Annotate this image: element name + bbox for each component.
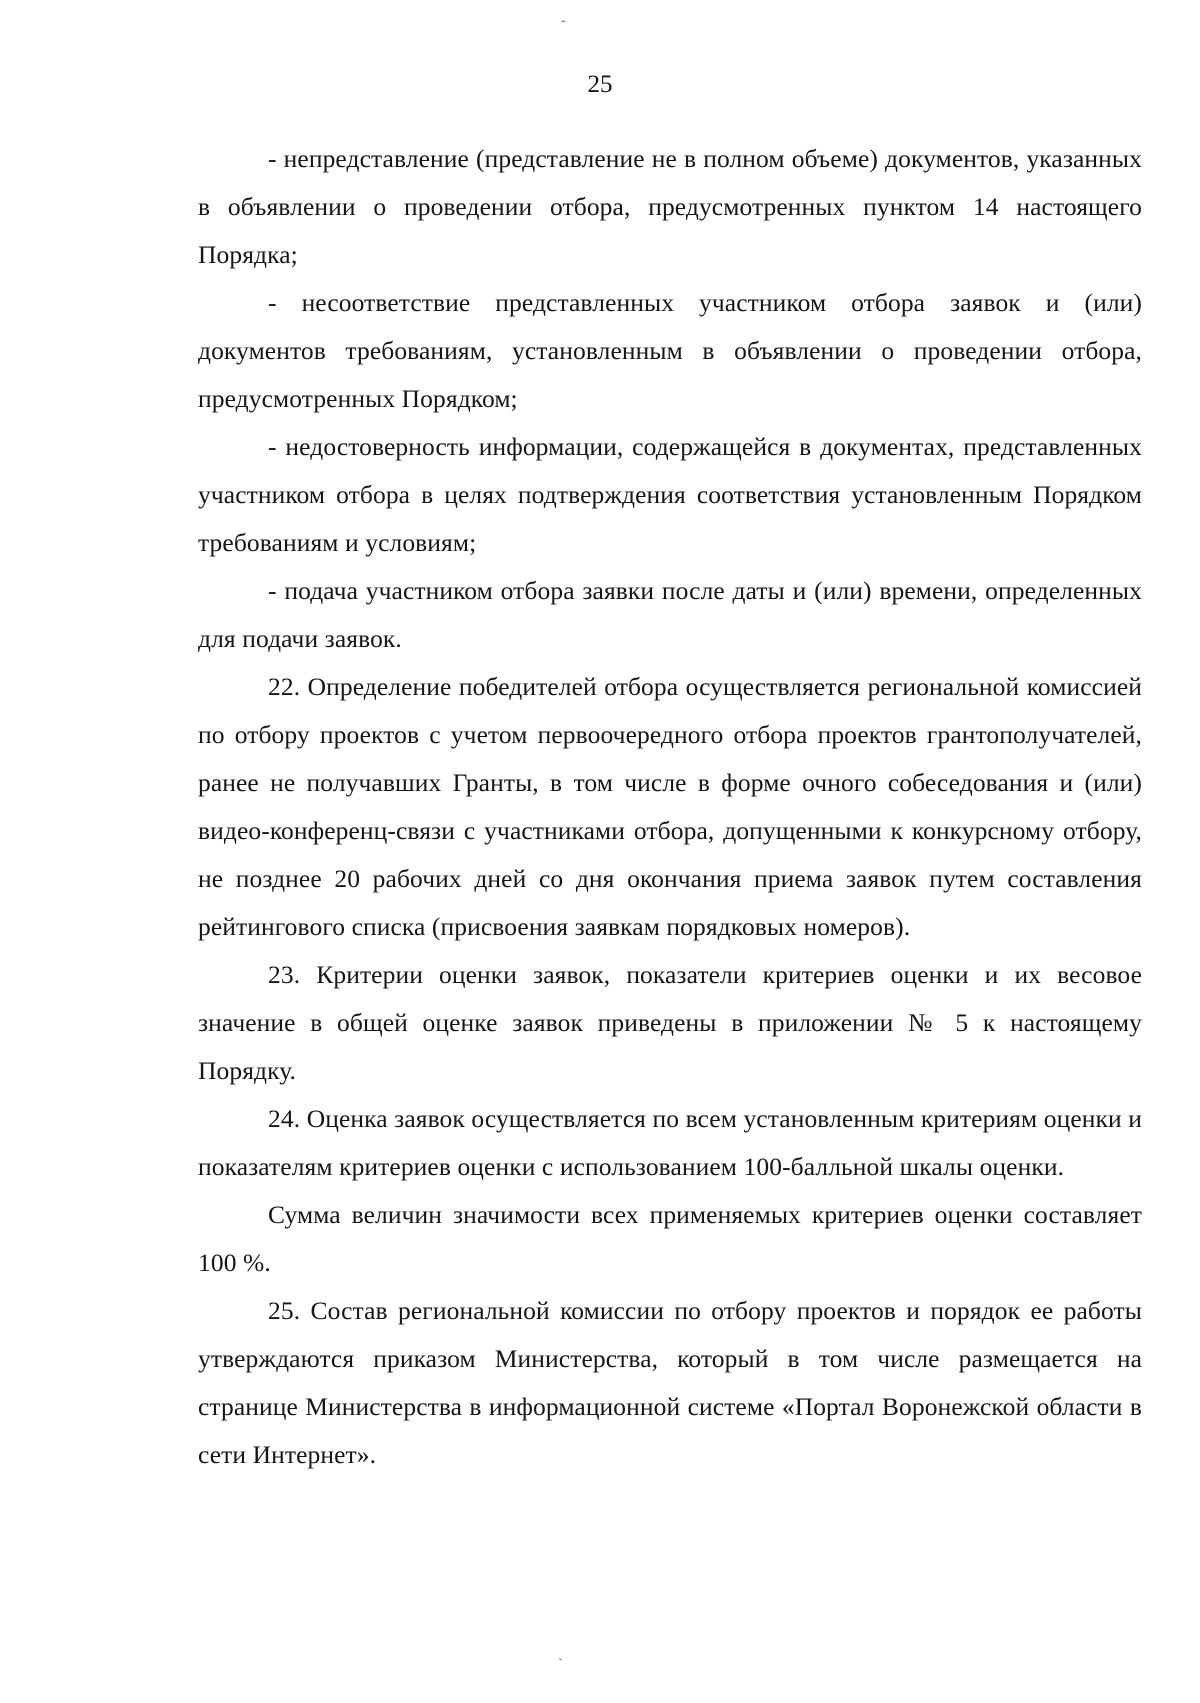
clause-23: 23. Критерии оценки заявок, показатели критериев оценки и их весовое значение в общей оценке заявок приведены в приложении № 5 к настоящему Порядку. — [198, 960, 1142, 1085]
list-item-incomplete-documents: - непредставление (представление не в полном объеме) документов, указанных в объявлении о проведении отбора, предусмотренных пунктом 14 настоящего Порядка; — [198, 144, 1142, 269]
clause-24-sum: Сумма величин значимости всех применяемых критериев оценки составляет 100 %. — [198, 1200, 1142, 1277]
scan-artifact-mark: ˆ — [561, 19, 566, 34]
document-body — [198, 135, 1142, 1479]
page-number: 25 — [587, 71, 613, 98]
clause-25: 25. Состав региональной комиссии по отбору проектов и порядок ее работы утверждаются приказом Министерства, который в том числе размещается на странице Министерства в информационной системе «Портал Воронежской области в сети Интернет». — [198, 1296, 1142, 1469]
list-item-noncompliance: - несоответствие представленных участником отбора заявок и (или) документов требованиям, установленным в объявлении о проведении отбора, предусмотренных Порядком; — [198, 288, 1142, 413]
clause-22: 22. Определение победителей отбора осуществляется региональной комиссией по отбору проектов с учетом первоочередного отбора проектов грантополучателей, ранее не получавших Гранты, в том числе в форме очного собеседования и (или) видео-конференц-связи с участниками отбора, допущенными к конкурсному отбору, не позднее 20 рабочих дней со дня окончания приема заявок путем составления рейтингового списка (присвоения заявкам порядковых номеров). — [198, 672, 1142, 941]
list-item-unreliable-information: - недостоверность информации, содержащейся в документах, представленных участником отбора в целях подтверждения соответствия установленным Порядком требованиям и условиям; — [198, 432, 1142, 557]
clause-24: 24. Оценка заявок осуществляется по всем установленным критериям оценки и показателям критериев оценки с использованием 100-балльной шкалы оценки. — [198, 1104, 1142, 1181]
scan-artifact-mark: ˋ — [558, 1657, 563, 1672]
list-item-late-submission: - подача участником отбора заявки после даты и (или) времени, определенных для подачи заявок. — [198, 576, 1142, 653]
